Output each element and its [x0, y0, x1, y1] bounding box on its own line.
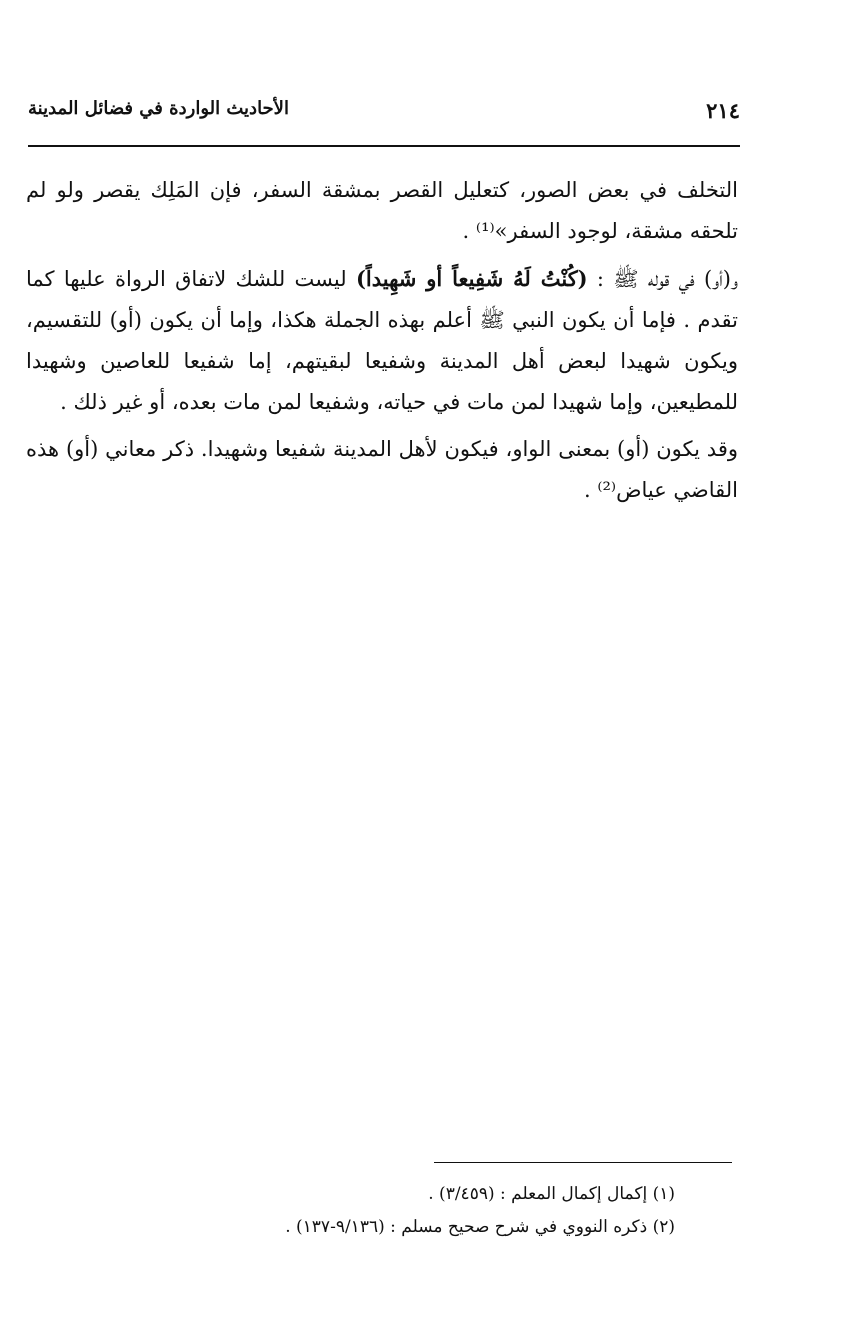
page-number: ٢١٤ — [706, 98, 740, 123]
footnote-divider — [434, 1162, 732, 1163]
header-divider — [28, 145, 740, 147]
page-header — [28, 98, 740, 128]
hadith-quote: (كُنْتُ لَهُ شَفِيعاً أو شَهِيداً) — [355, 266, 588, 291]
running-title: الأحاديث الواردة في فضائل المدينة — [28, 98, 289, 119]
footnote-2: (٢) ذكره النووي في شرح صحيح مسلم : (٩/١٣٦-١٣٧) . — [285, 1217, 675, 1237]
paragraph-2-rest: ليست للشك لاتفاق الرواة عليها كما تقدم . فإما أن يكون النبي ﷺ أعلم بهذه الجملة هكذا، وإما أن يكون (أو) للتقسيم، ويكون شهيدا لبعض أهل المدينة وشفيعا لبقيتهم، إما شفيعا للعاصين وشهيدا للمطيعين، وإما شهيدا لمن مات في حياته، وشفيعا لمن مات بعده، أو غير ذلك . — [26, 267, 738, 414]
paragraph-2-intro: و(أو) في قوله ﷺ : — [587, 267, 738, 291]
paragraph-3: وقد يكون (أو) بمعنى الواو، فيكون لأهل المدينة شفيعا وشهيدا. ذكر معاني (أو) هذه القاضي عياض⁽²⁾ . — [26, 437, 738, 502]
paragraph-2 — [26, 258, 738, 423]
paragraph-1: التخلف في بعض الصور، كتعليل القصر بمشقة السفر، فإن المَلِك يقصر ولو لم تلحقه مشقة، لوجود السفر»⁽¹⁾ . — [26, 178, 738, 243]
footnote-1: (١) إكمال إكمال المعلم : (٣/٤٥٩) . — [428, 1184, 675, 1204]
main-text — [26, 170, 738, 517]
footnotes — [200, 1178, 675, 1244]
